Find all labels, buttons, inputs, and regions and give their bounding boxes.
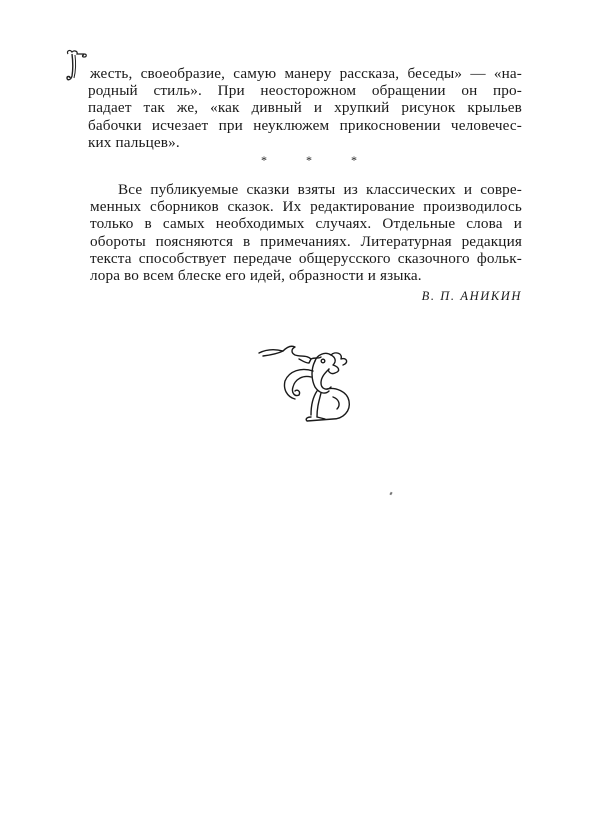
text-line: обороты поясняются в примечаниях. Литературная редакция (90, 232, 522, 250)
text-line: текста способствует передаче общерусского сказочного фольк- (90, 249, 522, 267)
text-line: жесть, своеобразие, самую манеру рассказа, беседы» — «на- (90, 65, 522, 82)
paragraph-continuation (88, 65, 522, 151)
text-line: падает так же, «как дивный и хрупкий рисунок крыльев (88, 99, 522, 117)
text-line: ких пальцев». (88, 133, 180, 151)
text-line: родный стиль». При неосторожном обращении он про- (88, 82, 522, 100)
text-line: только в самых необходимых случаях. Отдельные слова и (90, 215, 522, 233)
flourish-ornament-icon (64, 48, 88, 84)
paragraph-editorial-note (90, 181, 522, 284)
text-line: бабочки исчезает при неуклюжем прикосновении человечес- (88, 116, 522, 134)
text-line: менных сборников сказок. Их редактирование производилось (90, 198, 522, 216)
text-line: лора во всем блеске его идей, образности и языка. (90, 266, 422, 284)
section-separator: * * * (261, 153, 375, 167)
author-signature: В. П. АНИКИН (421, 289, 522, 303)
text-line: Все публикуемые сказки взяты из классических и совре- (118, 181, 522, 198)
print-speck (389, 492, 392, 496)
dragon-vignette-icon (255, 335, 365, 425)
